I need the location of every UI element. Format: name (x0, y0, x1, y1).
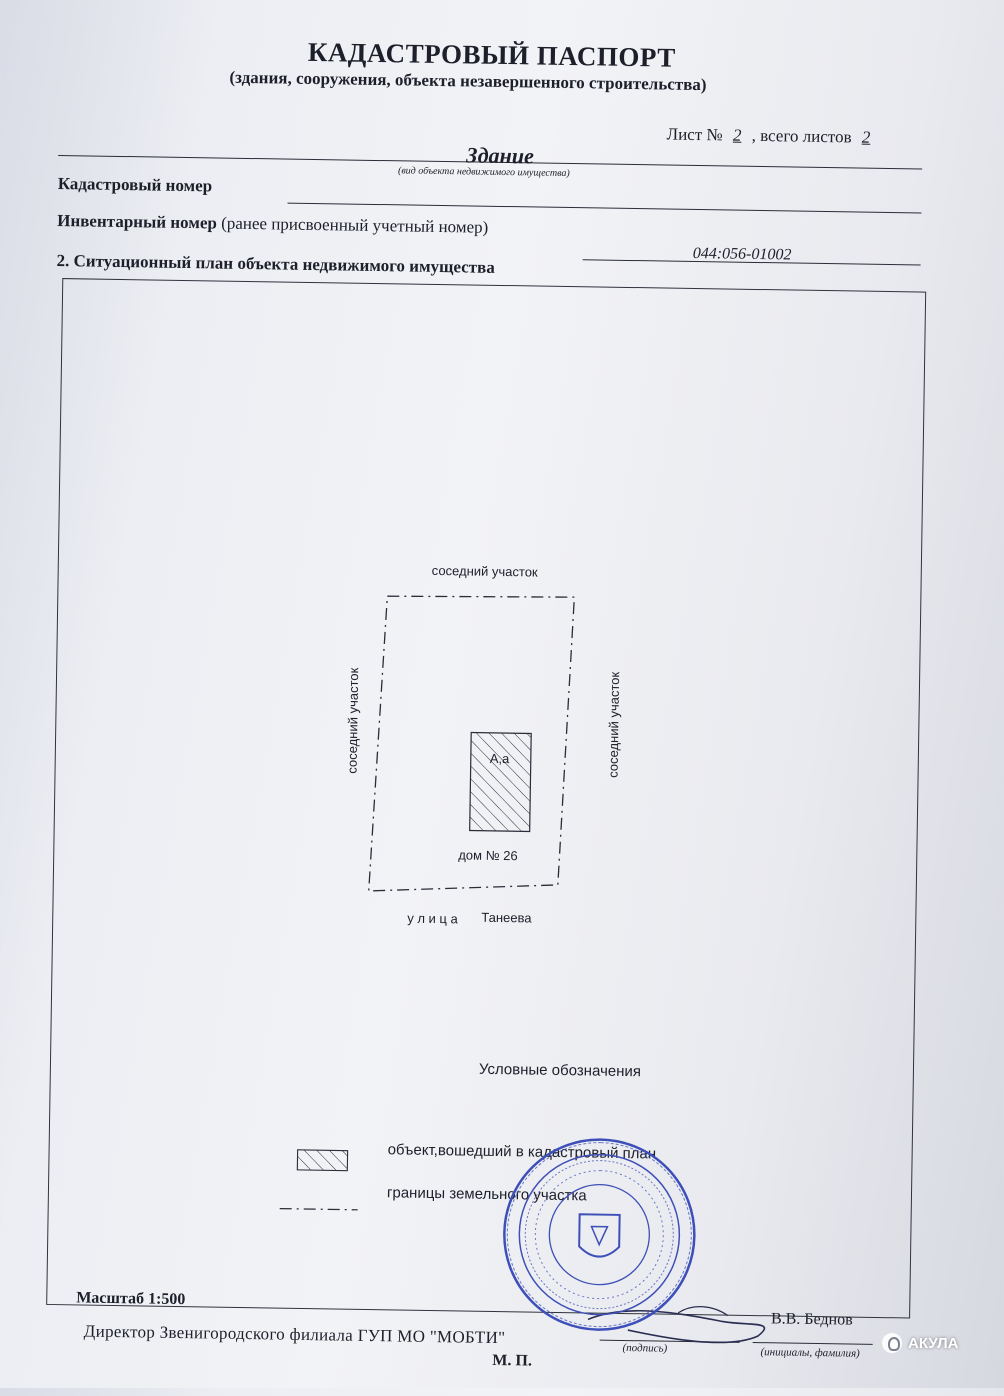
scale-label: Масштаб 1:500 (76, 1289, 186, 1309)
signature-hint: (подпись) (622, 1341, 668, 1355)
street-word-label: у л и ц а (407, 910, 458, 927)
watermark-logo-icon (882, 1333, 902, 1353)
sheet-label: Лист № (666, 124, 723, 145)
inventory-note: (ранее присвоенный учетный номер) (221, 213, 489, 237)
sheet-number-value: 2 (732, 125, 742, 145)
section-title: 2. Ситуационный план объекта недвижимого имущества (56, 250, 495, 277)
watermark (882, 1333, 958, 1353)
legend-item-boundary: границы земельного участка (386, 1184, 587, 1205)
building-label: А,а (489, 750, 510, 767)
inventory-number-value: 044:056-01002 (692, 244, 792, 264)
inventory-label-text: Инвентарный номер (57, 210, 218, 233)
watermark-text: АКУЛА (908, 1334, 959, 1352)
official-stamp (498, 1133, 701, 1336)
document-title: КАДАСТРОВЫЙ ПАСПОРТ (307, 36, 676, 73)
signer-name: В.В. Беднов (770, 1310, 853, 1329)
cadastral-number-label: Кадастровый номер (57, 173, 213, 196)
director-line: Директор Звенигородского филиала ГУП МО "МОБТИ" (83, 1321, 506, 1348)
legend-item-object: объект,вошедший в кадастровый план (387, 1141, 657, 1163)
sheet-total-label: , всего листов (751, 125, 852, 147)
legend-title: Условные обозначения (478, 1060, 642, 1081)
object-type: Здание (466, 142, 535, 169)
document-subtitle: (здания, сооружения, объекта незавершенного строительства) (229, 67, 707, 95)
object-type-hint: (вид объекта недвижимого имущества) (397, 165, 570, 180)
street-name-label: Танеева (481, 909, 532, 926)
neighbor-right-label: соседний участок (605, 671, 623, 778)
house-number-label: дом № 26 (458, 847, 518, 864)
sheet-total-value: 2 (861, 127, 871, 147)
neighbor-top-label: соседний участок (431, 562, 538, 580)
neighbor-left-label: соседний участок (344, 667, 362, 774)
stamp-place: М. П. (492, 1351, 533, 1370)
initials-hint: (инициалы, фамилия) (760, 1346, 860, 1360)
